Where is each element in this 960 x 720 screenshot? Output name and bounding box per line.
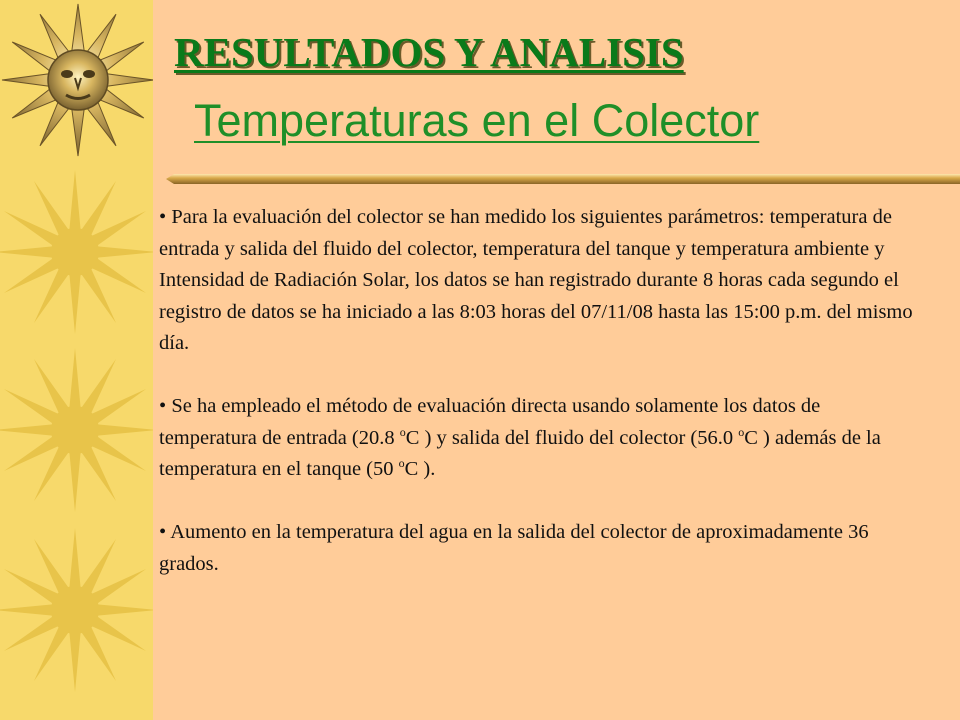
slide-body bbox=[159, 202, 919, 612]
degree-superscript: o bbox=[398, 456, 405, 470]
bullet-icon: • bbox=[159, 521, 167, 543]
paragraph-text: Para la evaluación del colector se han medido los siguientes parámetros: temperatura de entrada y salida del fluido del colector, temperatura del tanque y temperatura ambiente y Intensidad de Radiación Solar, los datos se han registrado durante 8 horas cada segundo el registro de datos se ha iniciado a las 8:03 horas del 07/11/08 hasta las 15:00 p.m. del mismo día. bbox=[159, 206, 913, 354]
page-title: RESULTADOS Y ANALISIS bbox=[174, 29, 684, 75]
subtitle-text: Temperaturas en el Colector bbox=[194, 95, 760, 146]
bullet-paragraph bbox=[159, 202, 919, 360]
paragraph-text: Aumento en la temperatura del agua en la salida del colector de aproximadamente 36 grados. bbox=[159, 521, 869, 575]
paragraph-text: Se ha empleado el método de evaluación directa usando solamente los datos de temperatura de entrada (20.8 bbox=[159, 395, 821, 449]
paragraph-text: C ). bbox=[404, 458, 436, 480]
sun-pattern bbox=[0, 0, 153, 720]
sun-icon bbox=[0, 170, 153, 334]
degree-superscript: o bbox=[399, 424, 406, 439]
bullet-paragraph bbox=[159, 391, 919, 486]
sun-face-icon bbox=[2, 4, 153, 156]
paragraph-text: C ) además de la temperatura en el tanque (50 bbox=[159, 426, 881, 480]
section-subtitle bbox=[174, 92, 759, 150]
sun-icon bbox=[0, 348, 153, 512]
title-divider bbox=[166, 174, 960, 184]
decorative-sun-strip bbox=[0, 0, 153, 720]
bullet-icon: • bbox=[159, 206, 167, 228]
degree-superscript: o bbox=[738, 424, 745, 439]
paragraph-text: C ) y salida del fluido del colector (56.0 bbox=[405, 426, 739, 449]
bullet-icon: • bbox=[159, 395, 167, 417]
sun-icon bbox=[0, 528, 153, 692]
bullet-paragraph bbox=[159, 517, 919, 580]
